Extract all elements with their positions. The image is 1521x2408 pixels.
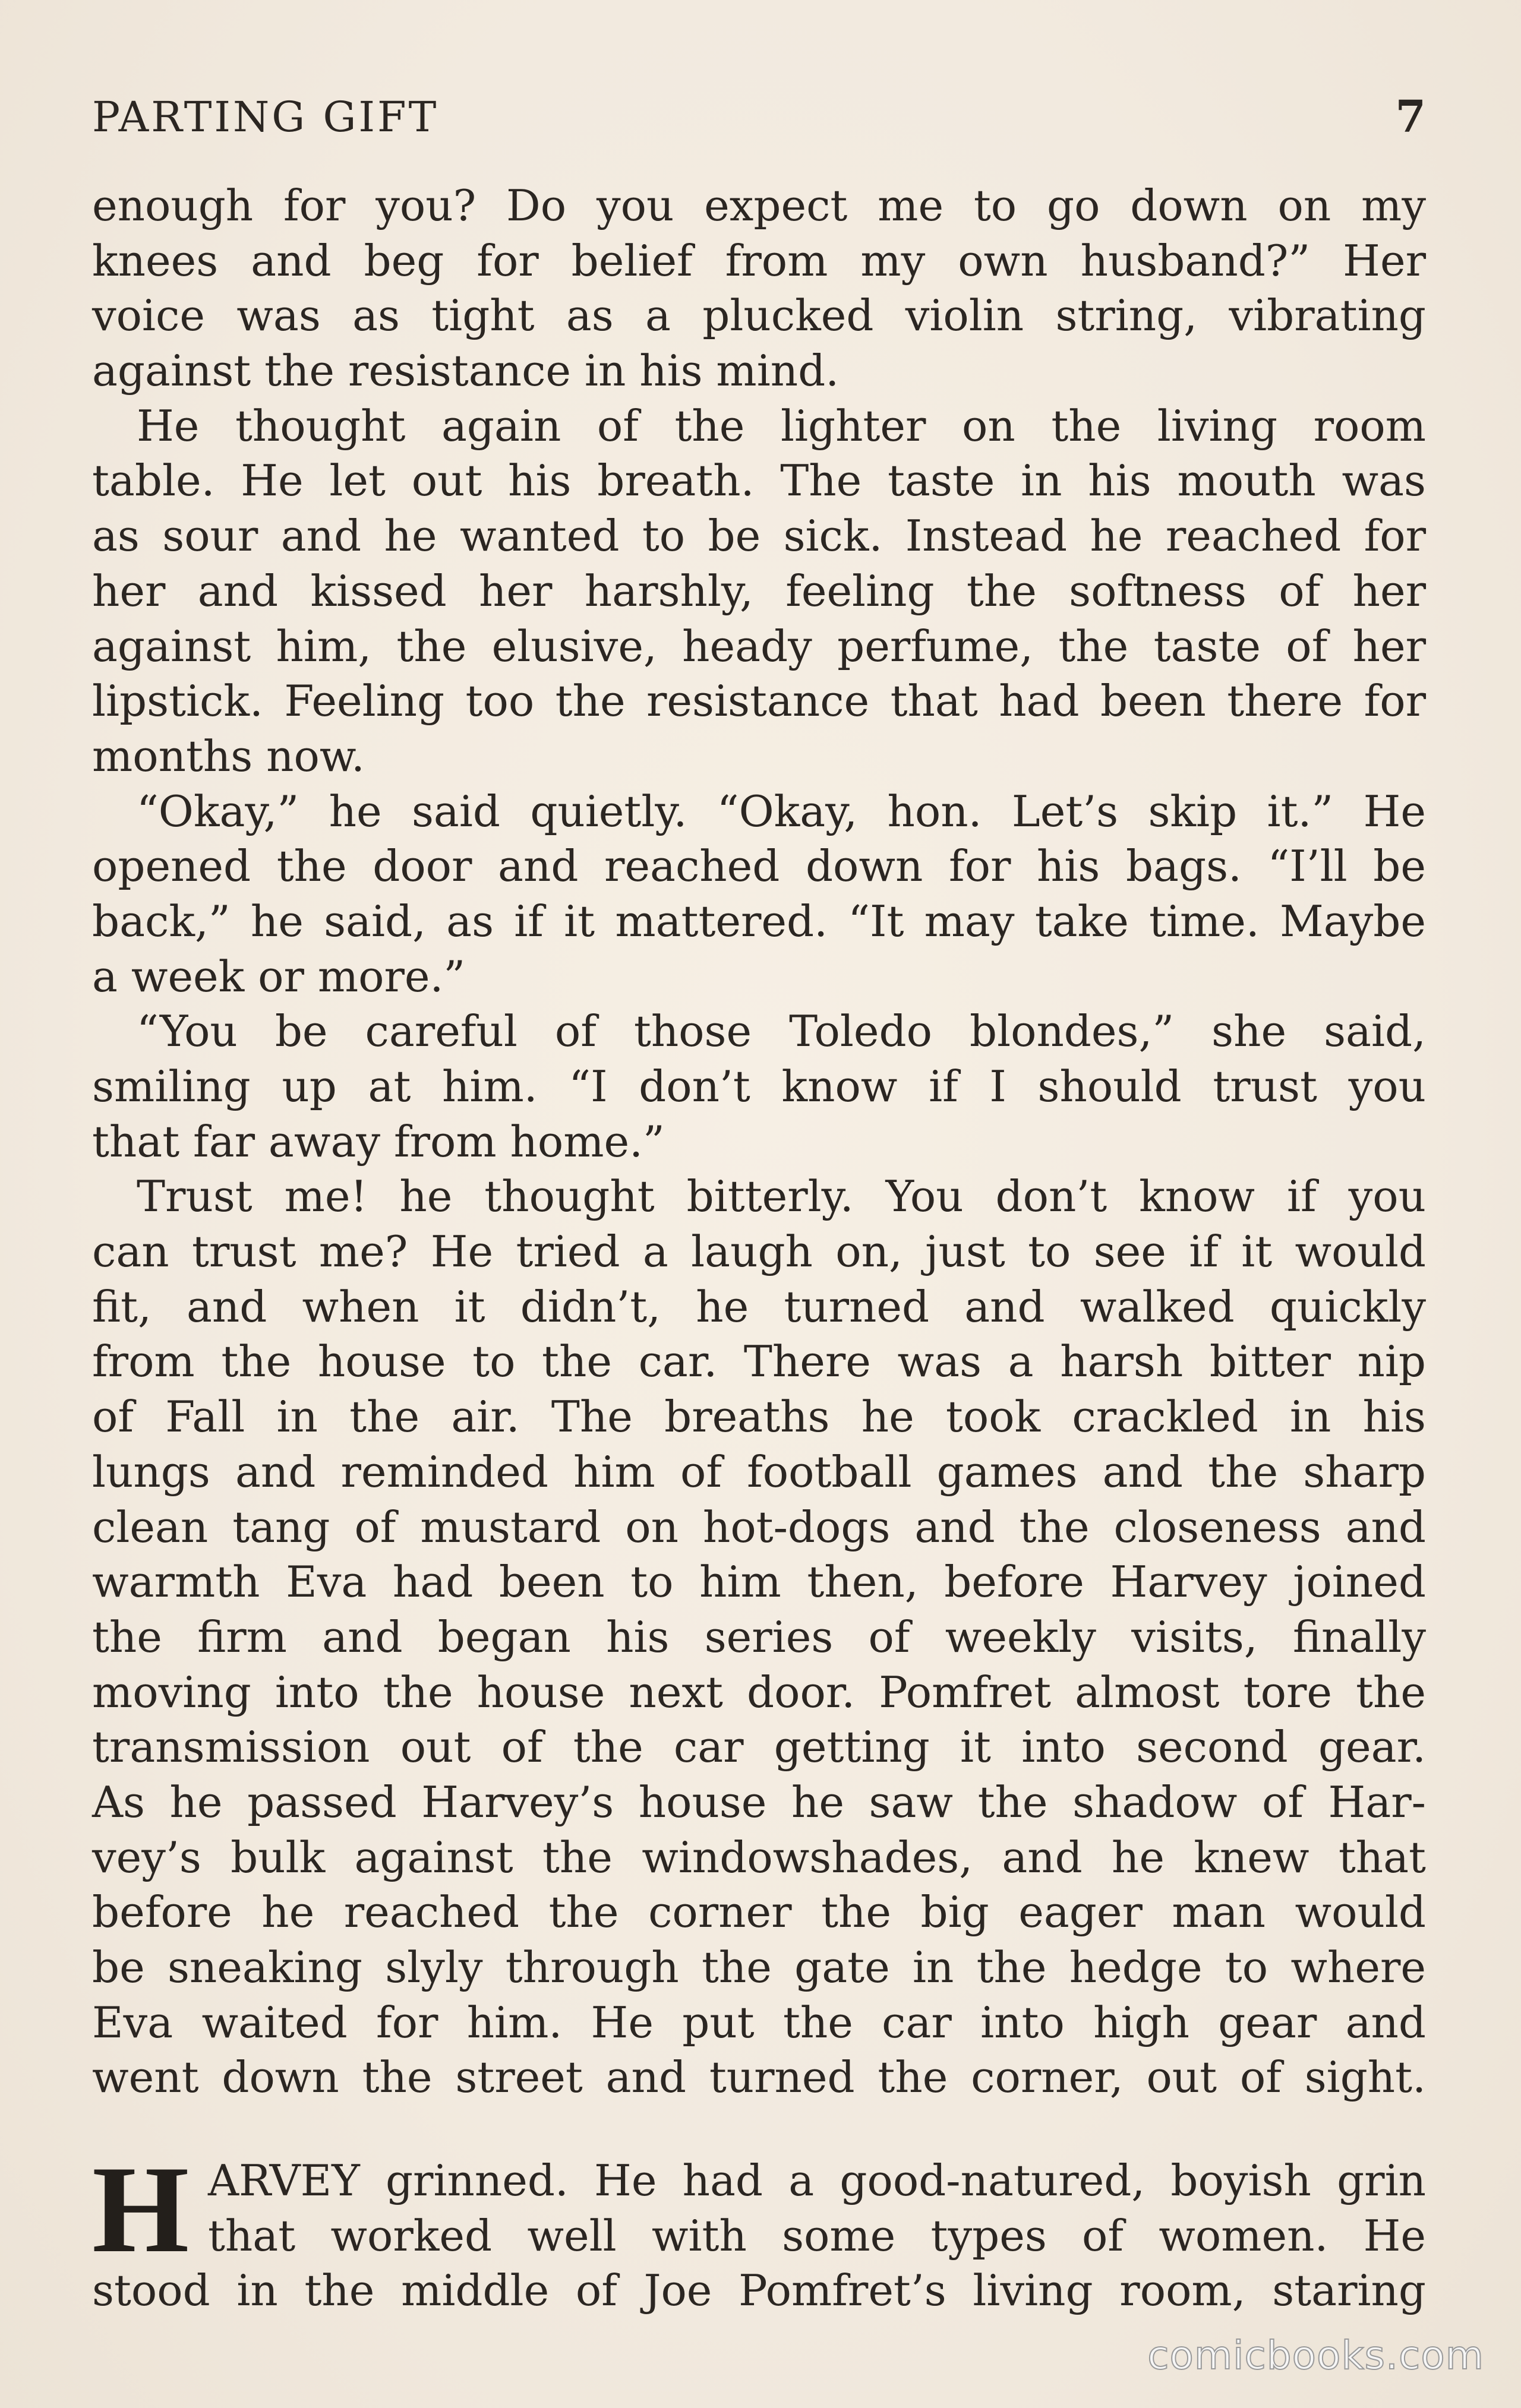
text-line: against the resistance in his mind.	[92, 346, 840, 396]
text-line: lungs and reminded him of football games and the sharp	[92, 1446, 1426, 1497]
text-line: before he reached the corner the big eager man would	[92, 1887, 1426, 1938]
paragraph	[92, 784, 1426, 1004]
text-line: moving into the house next door. Pomfret almost tore the	[92, 1667, 1426, 1717]
text-line: clean tang of mustard on hot-dogs and the closeness and	[92, 1502, 1426, 1552]
text-line: be sneaking slyly through the gate in the hedge to where	[92, 1942, 1426, 1992]
paragraph	[92, 1004, 1426, 1169]
text-line: can trust me? He tried a laugh on, just to see if it would	[92, 1227, 1426, 1277]
text-line: the firm and began his series of weekly visits, finally	[92, 1611, 1426, 1662]
text-line: fit, and when it didn’t, he turned and walked quickly	[92, 1281, 1426, 1332]
text-line: enough for you? Do you expect me to go down on my	[92, 181, 1426, 230]
text-line: voice was as tight as a plucked violin string, vibrating	[92, 290, 1426, 341]
paragraph	[92, 399, 1426, 784]
watermark: comicbooks.com	[1147, 2333, 1484, 2378]
body-text	[92, 178, 1426, 2105]
text-line: from the house to the car. There was a harsh bitter nip	[92, 1336, 1426, 1387]
running-head: PARTING GIFT	[92, 93, 439, 141]
text-line: He thought again of the lighter on the living room	[137, 400, 1426, 451]
text-line: opened the door and reached down for his bags. “I’ll be	[92, 841, 1426, 892]
text-line: that far away from home.”	[92, 1116, 665, 1167]
paragraph	[92, 178, 1426, 399]
text-line: warmth Eva had been to him then, before Harvey joined	[92, 1557, 1426, 1607]
text-line: Trust me! he thought bitterly. You don’t know if you	[137, 1171, 1426, 1222]
page-number: 7	[1395, 91, 1426, 143]
text-line: As he passed Harvey’s house he saw the shadow of Har-	[92, 1777, 1426, 1827]
paragraph	[92, 1169, 1426, 2105]
text-line: her and kissed her harshly, feeling the softness of her	[92, 565, 1426, 616]
text-line: months now.	[92, 731, 365, 781]
text-line: of Fall in the air. The breaths he took crackled in his	[92, 1392, 1426, 1442]
text-line: knees and beg for belief from my own husband?” Her	[92, 235, 1426, 286]
text-line: that worked well with some types of women. He	[208, 2210, 1426, 2261]
text-line: “You be careful of those Toledo blondes,” she said,	[137, 1006, 1426, 1057]
section-opening	[92, 2141, 1426, 2318]
page-header	[92, 90, 1426, 144]
text-line: back,” he said, as if it mattered. “It may take time. Maybe	[92, 896, 1426, 946]
text-line: vey’s bulk against the windowshades, and he knew that	[92, 1832, 1426, 1882]
text-line: as sour and he wanted to be sick. Instead he reached for	[92, 511, 1426, 561]
text-line: lipstick. Feeling too the resistance that had been there for	[92, 676, 1426, 726]
text-line: ARVEY grinned. He had a good-natured, boyish grin	[208, 2156, 1426, 2205]
text-line: Eva waited for him. He put the car into high gear and	[92, 1997, 1426, 2047]
text-line: “Okay,” he said quietly. “Okay, hon. Let’s skip it.” He	[137, 786, 1426, 836]
text-line: smiling up at him. “I don’t know if I should trust you	[92, 1061, 1426, 1111]
drop-cap: H	[92, 2141, 190, 2279]
text-line: table. He let out his breath. The taste in his mouth was	[92, 456, 1426, 506]
text-line: went down the street and turned the corner, out of sight.	[92, 2052, 1426, 2103]
text-line: against him, the elusive, heady perfume, the taste of her	[92, 621, 1426, 671]
text-line: a week or more.”	[92, 951, 466, 1001]
text-line: transmission out of the car getting it into second gear.	[92, 1722, 1426, 1772]
text-line: stood in the middle of Joe Pomfret’s living room, staring	[92, 2265, 1426, 2316]
